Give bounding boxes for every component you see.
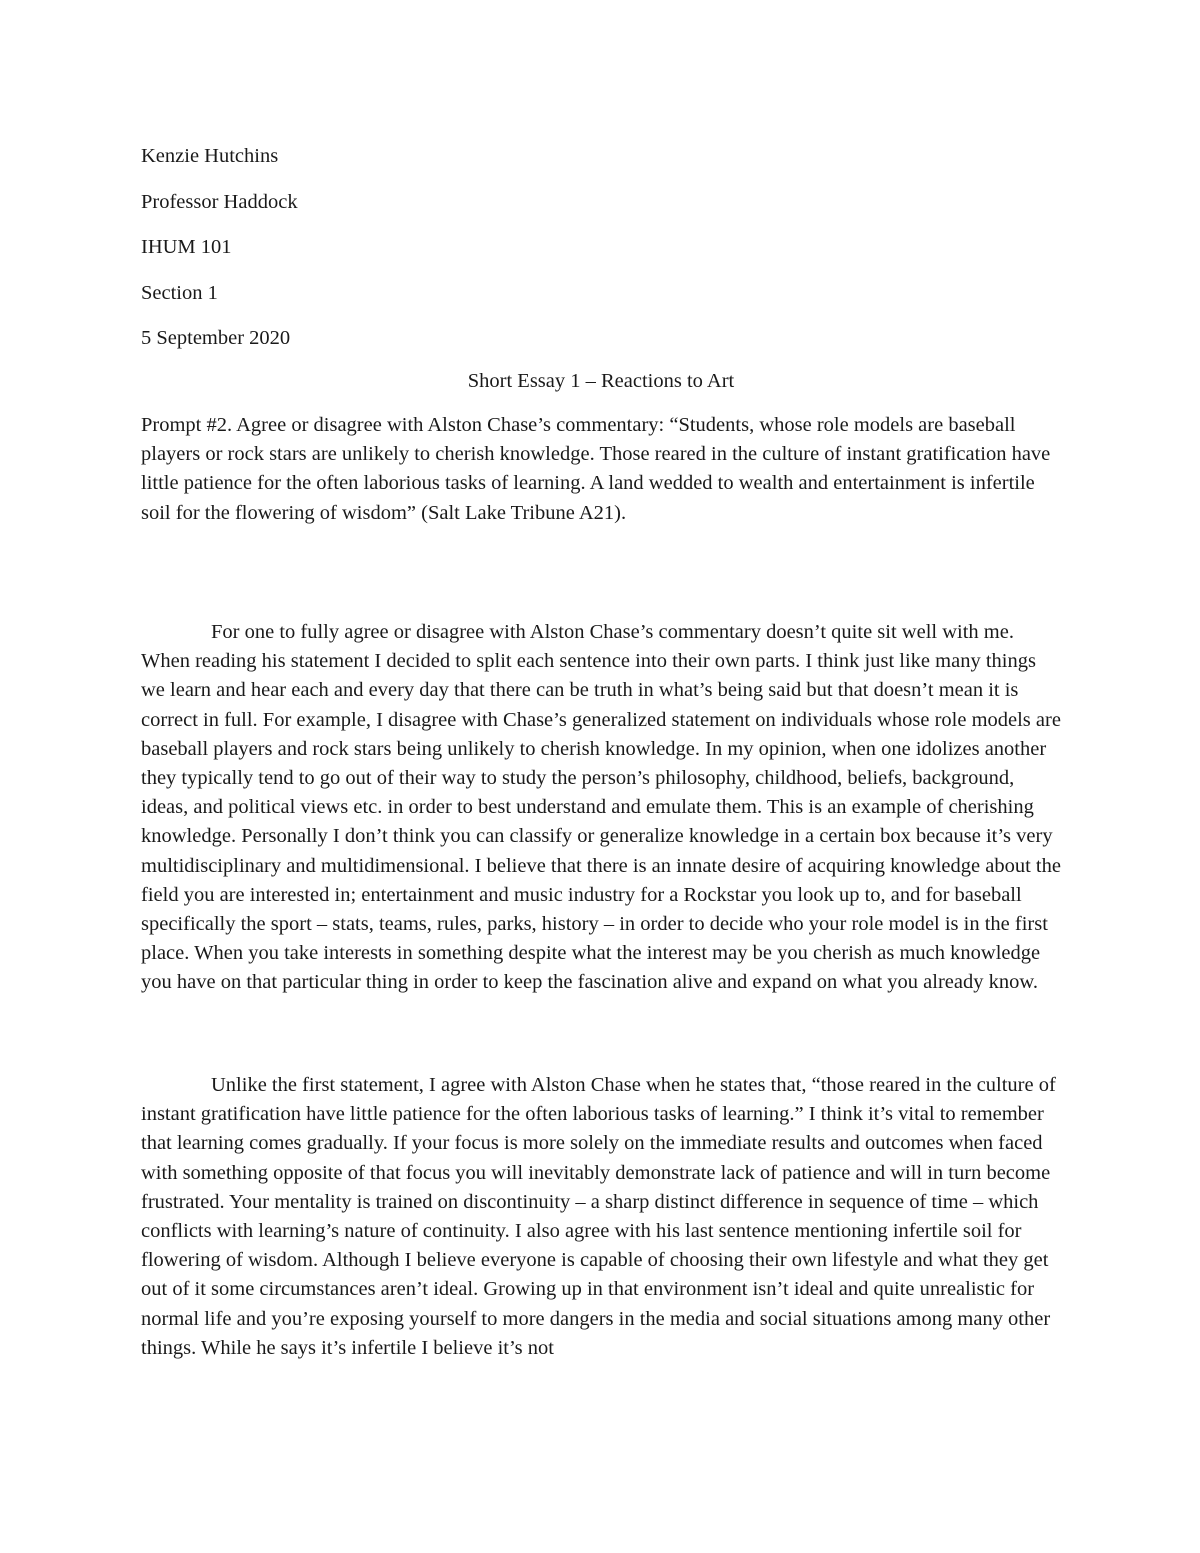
section-number: Section 1 xyxy=(141,281,218,304)
course-code: IHUM 101 xyxy=(141,236,232,258)
essay-header xyxy=(141,141,1061,369)
essay-prompt: Prompt #2. Agree or disagree with Alston Chase’s commentary: “Students, whose role models are baseball players or rock stars are unlikely to cherish knowledge. Those reared in the culture of instant gratification have little patience for the often laborious tasks of learning. A land wedded to wealth and entertainment is infertile soil for the flowering of wisdom” (Salt Lake Tribune A21). xyxy=(141,414,1051,524)
body-paragraph: For one to fully agree or disagree with Alston Chase’s commentary doesn’t quite sit well with me. When reading his statement I decided to split each sentence into their own parts. I think just like many things we learn and hear each and every day that there can be truth in what’s being said but that doesn’t mean it is correct in full. For example, I disagree with Chase’s generalized statement on individuals whose role models are baseball players and rock stars being unlikely to cherish knowledge. In my opinion, when one idolizes another they typically tend to go out of their way to study the person’s philosophy, childhood, beliefs, background, ideas, and political views etc. in order to best understand and emulate them. This is an example of cherishing knowledge. Personally I don’t think you can classify or generalize knowledge in a certain box because it’s very multidisciplinary and multidimensional. I believe that there is an innate desire of acquiring knowledge about the field you are interested in; entertainment and music industry for a Rockstar you look up to, and for baseball specifically the sport – stats, teams, rules, parks, history – in order to decide who your role model is in the first place. When you take interests in something despite what the interest may be you cherish as much knowledge you have on that particular thing in order to keep the fascination alive and expand on what you already know. xyxy=(141,621,1061,994)
author-name: Kenzie Hutchins xyxy=(141,145,279,167)
body-paragraph: Unlike the first statement, I agree with Alston Chase when he states that, “those reared in the culture of instant gratification have little patience for the often laborious tasks of learning.” I think it’s vital to remember that learning comes gradually. If your focus is more solely on the immediate results and outcomes when faced with something opposite of that focus you will inevitably demonstrate lack of patience and will in turn become frustrated. Your mentality is trained on discontinuity – a sharp distinct difference in sequence of time – which conflicts with learning’s nature of continuity. I also agree with his last sentence mentioning infertile soil for flowering of wisdom. Although I believe everyone is capable of choosing their own lifestyle and what they get out of it some circumstances aren’t ideal. Growing up in that environment isn’t ideal and quite unrealistic for normal life and you’re exposing yourself to more dangers in the media and social situations among many other things. While he says it’s infertile I believe it’s not xyxy=(141,1074,1056,1359)
essay-date: 5 September 2020 xyxy=(141,327,291,349)
instructor-name: Professor Haddock xyxy=(141,190,298,213)
essay-title: Short Essay 1 – Reactions to Art xyxy=(467,370,735,392)
